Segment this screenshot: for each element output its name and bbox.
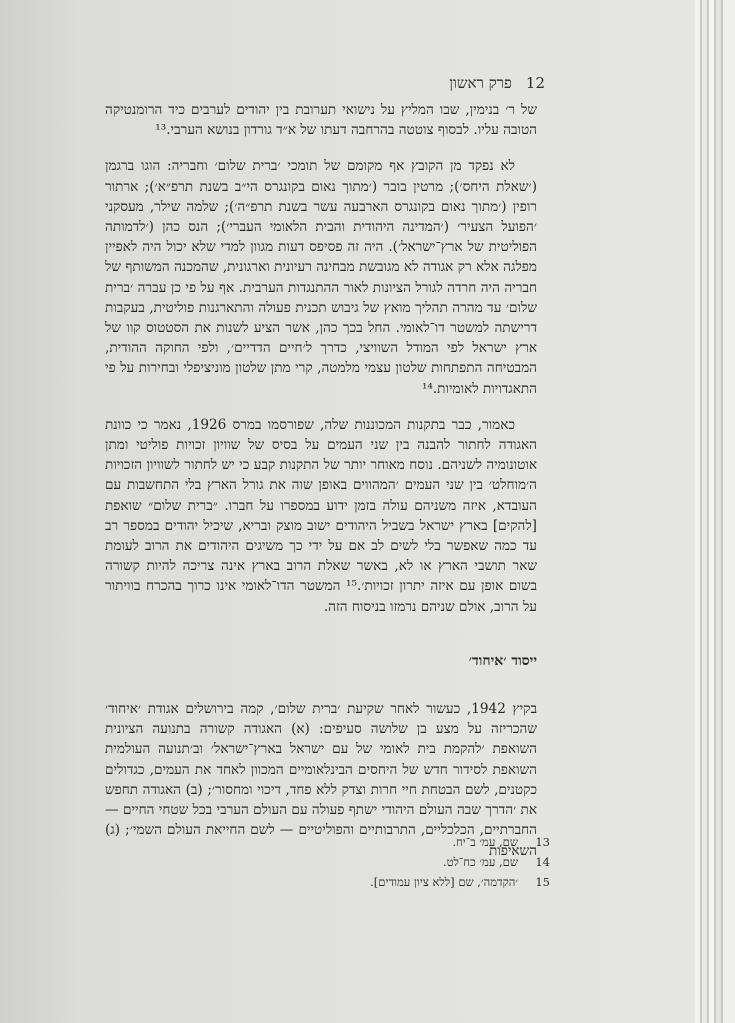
page-edge bbox=[695, 0, 700, 1023]
footnote bbox=[260, 832, 550, 852]
page-edge bbox=[723, 0, 735, 1023]
paragraph: לא נפקד מן הקובץ אף מקומם של תומכי ׳ברית שלום׳ וחבריה: הוגו ברגמן (׳שאלת היחס׳); מרטין בובר (׳מתוך נאום בקונגרס הי״ב בשנת תרפ״א׳); ארתור רופין (׳מתוך נאום בקונגרס הארבעה עשר בשנת תרפ״ה׳); שלמה שילר, מעסקני ׳הפועל הצעיר׳ (׳המדינה היהודית והבית הלאומי העברי׳); הנס כהן (׳לדמותה הפוליטית של ארץ־ישראל׳). היה זה פסיפס דעות מגוון למדי שלא יכול היה לאפיין מפלגה אלא רק אגודה לא מגובשת מבחינה רעיונית וארגונית, שהמכנה המשותף של חבריה היה חרדה לגורל הציונות לאור ההתנגדות הערבית. אף על פי כן עברה ׳ברית שלום׳ עד מהרה תהליך מואץ של גיבוש תכנית פעולה והתארגנות פוליטית, בעקבות דרישתה למשטר דו־לאומי. החל בכך כהן, אשר הציע לשנות את הסטטוס קוו של ארץ ישראל לפי המודל השוויצי, כדרך ל׳חיים הדדיים׳, ולפי החוקה ההודית, המבטיחה התפתחות שלטון עצמי מלמטה, קרי מתן שלטון מוניציפלי ובחירות על פי התאגדויות לאומיות.¹⁴ bbox=[105, 158, 537, 397]
paragraph: כאמור, כבר בתקנות המכוננות שלה, שפורסמו במרס 1926, נאמר כי כוונת האגודה לחתור להבנה בין שני העמים על בסיס של שוויון זכויות פוליטי ומתן אוטונומיה לשניהם. נוסח מאוחר יותר של התקנות קבע כי יש לחתור לשוויון הזכויות ה׳מוחלט׳ בין שני העמים ׳המהווים באופן שוה את גורל הארץ בלי התחשבות עם העובדא, איזה משניהם עולה בזמן ידוע במספרו על חברו. ״ברית שלום״ שואפת [להקים] בארץ ישראל בשביל היהודים ישוב מוצק ובריא, שיכיל יהודים במספר רב עד כמה שאפשר בלי לשים לב אם על ידי כך משיגים היהודים את הרוב לעומת שאר תושבי הארץ או לא, באשר שאלת הרוב בארץ אינה צריכה להיות קשורה בשום אופן עם איזה יתרון זכויות׳.¹⁵ המשטר הדו־לאומי אינו כרוך בהכרח בוויתור על הרוב, אולם שניהם נרמזו בניסוח הזה. bbox=[105, 416, 538, 615]
footnote-text: שם, עמ׳ כח־לט. bbox=[442, 855, 518, 869]
footnote bbox=[260, 852, 550, 872]
page-edge bbox=[716, 0, 721, 1023]
footnote-text: ׳הקדמה׳, שם [ללא ציון עמודים]. bbox=[370, 875, 518, 889]
page-edge bbox=[709, 0, 714, 1023]
section-heading: ייסוד ׳איחוד׳ bbox=[468, 652, 537, 669]
page-edge bbox=[702, 0, 707, 1023]
chapter-title: פרק ראשון bbox=[449, 74, 512, 92]
page-number: 12 bbox=[525, 74, 545, 92]
body-text bbox=[105, 100, 537, 877]
footnote-text: שם, עמ׳ ב־יח. bbox=[452, 835, 518, 849]
paragraph: של ר׳ בנימין, שבו המליץ על נישואי תערובת בין יהודים לערבים כיד הרומנטיקה הטובה עליו. לבסוף צוטטה בהרחבה דעתו של א״ד גורדון בנושא הערבי.¹³ bbox=[105, 102, 537, 139]
paragraph: בקיץ 1942, כעשור לאחר שקיעת ׳ברית שלום׳, קמה בירושלים אגודת ׳איחוד׳ שהכריזה על מצע בן שלושה סעיפים: (א) האגודה קשורה בתנועה הציונית השואפת ׳להקמת בית לאומי של עם ישראל בארץ־ישראל׳ וב׳תנועה העולמית השואפת לסידור חדש של היחסים הבינלאומיים המכוון לאחד את העמים, כגדולים כקטנים, לשם הבטחת חיי חרות וצדק ללא פחד, דיכוי ומחסור׳; (ב) האגודה תחפש את ׳הדרך שבה העולם היהודי ישתף פעולה עם העולם הערבי בכל שטחי החיים — החברתיים, הכלכליים, התרבותיים והפוליטיים — לשם החייאת העולם השמי׳; (ג) השאיפות bbox=[105, 701, 538, 859]
footnote bbox=[260, 872, 550, 892]
footnote-number: 15 bbox=[535, 875, 550, 889]
footnote-number: 14 bbox=[535, 855, 550, 869]
footnote-number: 13 bbox=[535, 835, 550, 849]
footnotes bbox=[260, 832, 550, 892]
running-header bbox=[360, 74, 545, 93]
